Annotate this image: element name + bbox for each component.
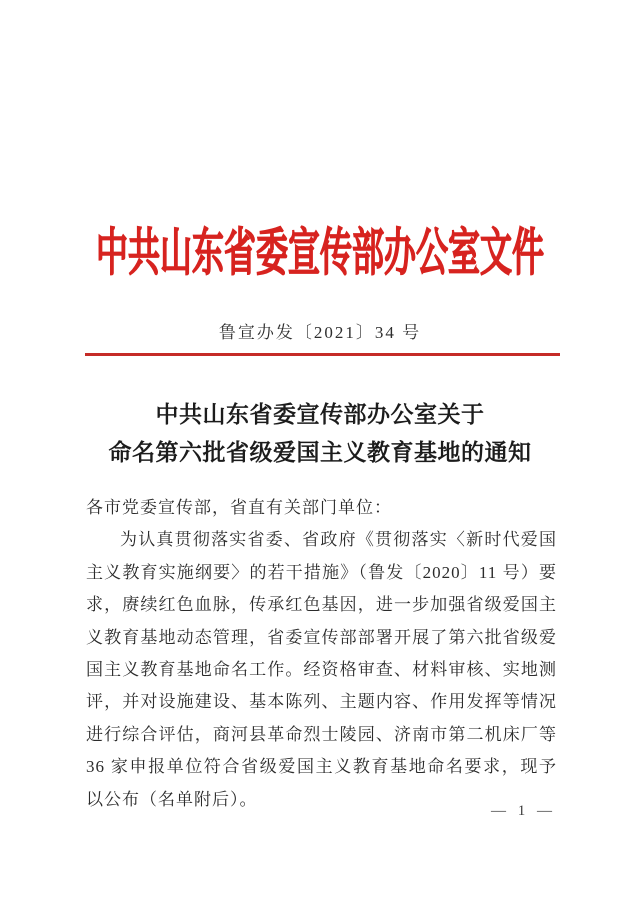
- document-title-line2: 命名第六批省级爱国主义教育基地的通知: [108, 440, 532, 465]
- body-line: 36 家申报单位符合省级爱国主义教育基地命名要求，现予: [86, 757, 557, 777]
- document-title: [0, 396, 640, 472]
- body-line: 国主义教育基地命名工作。经资格审查、材料审核、实地测: [86, 659, 557, 679]
- document-body: [86, 492, 557, 816]
- page-number: — 1 —: [491, 803, 556, 819]
- body-line: 主义教育实施纲要〉的若干措施》（鲁发〔2020〕11 号）要: [86, 562, 557, 582]
- body-line: 求，赓续红色血脉，传承红色基因，进一步加强省级爱国主: [86, 595, 557, 615]
- body-line-salutation: 各市党委宣传部，省直有关部门单位：: [86, 498, 392, 517]
- body-line: 进行综合评估，商河县革命烈士陵园、济南市第二机床厂等: [86, 724, 557, 744]
- body-line: 以公布（名单附后）。: [86, 789, 258, 809]
- letterhead-title: 中共山东省委宣传部办公室文件: [95, 223, 544, 282]
- doc-reference-number: 鲁宣办发〔2021〕34 号: [218, 323, 422, 342]
- body-line: 义教育基地动态管理，省委宣传部部署开展了第六批省级爱: [86, 627, 557, 647]
- document-title-line1: 中共山东省委宣传部办公室关于: [155, 402, 485, 427]
- body-line: 评，并对设施建设、基本陈列、主题内容、作用发挥等情况: [86, 692, 557, 712]
- red-separator-line: [85, 353, 560, 356]
- body-line: 为认真贯彻落实省委、省政府《贯彻落实〈新时代爱国: [120, 530, 557, 550]
